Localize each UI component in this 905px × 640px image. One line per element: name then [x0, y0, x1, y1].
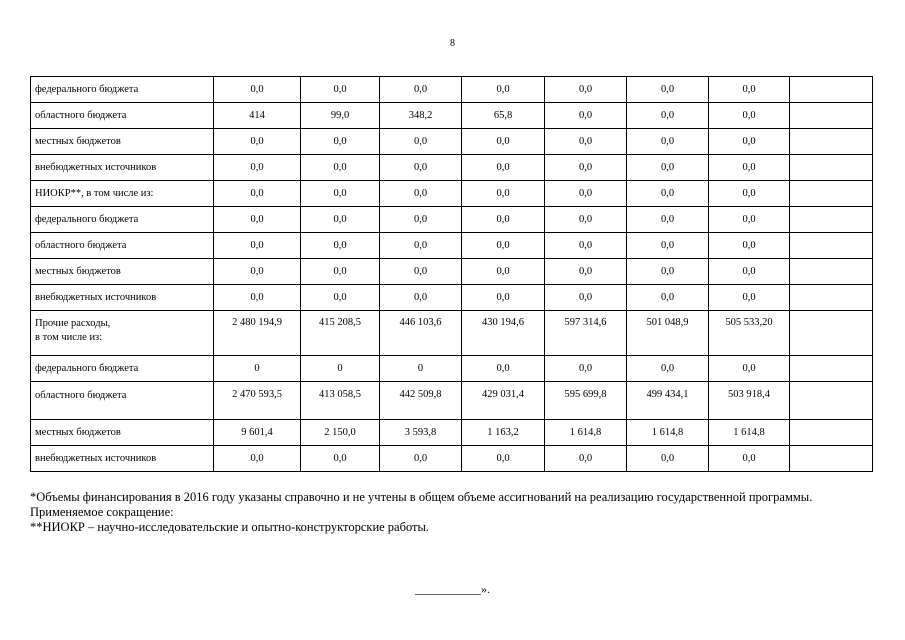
table-row — [31, 420, 873, 446]
value-cell: 501 048,9 — [627, 311, 709, 356]
table-row — [31, 181, 873, 207]
value-cell: 0,0 — [627, 207, 709, 233]
row-label: внебюджетных источников — [31, 446, 214, 472]
value-cell: 348,2 — [380, 103, 462, 129]
value-cell: 0,0 — [627, 129, 709, 155]
value-cell: 446 103,6 — [380, 311, 462, 356]
value-cell: 0,0 — [709, 77, 790, 103]
value-cell — [790, 382, 873, 420]
row-label: областного бюджета — [31, 382, 214, 420]
value-cell: 0,0 — [545, 155, 627, 181]
value-cell: 0,0 — [627, 233, 709, 259]
footnote-niokr: **НИОКР – научно-исследовательские и опытно-конструкторские работы. — [30, 520, 430, 534]
row-label: внебюджетных источников — [31, 285, 214, 311]
row-label: Прочие расходы, в том числе из: — [31, 311, 214, 356]
value-cell: 415 208,5 — [301, 311, 380, 356]
value-cell: 0,0 — [214, 155, 301, 181]
row-label: местных бюджетов — [31, 129, 214, 155]
value-cell: 0,0 — [214, 181, 301, 207]
value-cell: 2 480 194,9 — [214, 311, 301, 356]
row-label: областного бюджета — [31, 233, 214, 259]
value-cell: 430 194,6 — [462, 311, 545, 356]
row-label: внебюджетных источников — [31, 155, 214, 181]
value-cell: 0,0 — [545, 103, 627, 129]
value-cell: 0,0 — [709, 129, 790, 155]
table-row — [31, 233, 873, 259]
value-cell: 9 601,4 — [214, 420, 301, 446]
value-cell — [790, 446, 873, 472]
table-row — [31, 382, 873, 420]
value-cell: 1 163,2 — [462, 420, 545, 446]
value-cell: 0,0 — [545, 181, 627, 207]
value-cell: 0,0 — [462, 285, 545, 311]
value-cell: 0,0 — [301, 129, 380, 155]
value-cell: 0,0 — [627, 181, 709, 207]
value-cell: 0,0 — [214, 259, 301, 285]
value-cell: 0,0 — [462, 155, 545, 181]
value-cell: 0,0 — [709, 207, 790, 233]
value-cell: 0,0 — [545, 129, 627, 155]
table-row — [31, 311, 873, 356]
value-cell: 0,0 — [627, 103, 709, 129]
value-cell: 0,0 — [301, 259, 380, 285]
value-cell: 0,0 — [709, 155, 790, 181]
value-cell: 413 058,5 — [301, 382, 380, 420]
value-cell: 0,0 — [709, 259, 790, 285]
value-cell: 0,0 — [301, 181, 380, 207]
value-cell: 0,0 — [709, 233, 790, 259]
value-cell: 99,0 — [301, 103, 380, 129]
row-label: федерального бюджета — [31, 356, 214, 382]
row-label: НИОКР**, в том числе из: — [31, 181, 214, 207]
value-cell: 0,0 — [545, 207, 627, 233]
notes — [30, 490, 872, 535]
value-cell: 0,0 — [380, 259, 462, 285]
table-row — [31, 259, 873, 285]
table-row — [31, 77, 873, 103]
value-cell: 1 614,8 — [545, 420, 627, 446]
value-cell: 0,0 — [214, 129, 301, 155]
value-cell: 0 — [301, 356, 380, 382]
value-cell: 0,0 — [462, 233, 545, 259]
row-label: местных бюджетов — [31, 420, 214, 446]
table-row — [31, 285, 873, 311]
value-cell — [790, 129, 873, 155]
value-cell: 0,0 — [462, 356, 545, 382]
value-cell — [790, 103, 873, 129]
value-cell — [790, 420, 873, 446]
value-cell: 0,0 — [214, 207, 301, 233]
value-cell: 0,0 — [627, 155, 709, 181]
value-cell: 0,0 — [462, 129, 545, 155]
table-row — [31, 155, 873, 181]
table-row — [31, 446, 873, 472]
value-cell: 0,0 — [462, 207, 545, 233]
row-label: местных бюджетов — [31, 259, 214, 285]
value-cell: 0,0 — [545, 356, 627, 382]
value-cell — [790, 181, 873, 207]
value-cell: 0,0 — [380, 181, 462, 207]
closing-line: ___________». — [415, 582, 490, 596]
value-cell: 0,0 — [301, 77, 380, 103]
value-cell: 429 031,4 — [462, 382, 545, 420]
value-cell: 0,0 — [627, 446, 709, 472]
value-cell — [790, 207, 873, 233]
value-cell: 1 614,8 — [627, 420, 709, 446]
page-number: 8 — [450, 38, 455, 49]
value-cell: 0,0 — [301, 207, 380, 233]
value-cell: 0,0 — [380, 446, 462, 472]
value-cell: 0,0 — [301, 285, 380, 311]
row-label: федерального бюджета — [31, 77, 214, 103]
table-row — [31, 103, 873, 129]
row-label: федерального бюджета — [31, 207, 214, 233]
value-cell: 0,0 — [214, 446, 301, 472]
value-cell: 2 470 593,5 — [214, 382, 301, 420]
value-cell — [790, 356, 873, 382]
value-cell: 0 — [380, 356, 462, 382]
value-cell: 0,0 — [709, 181, 790, 207]
abbreviation-heading: Применяемое сокращение: — [30, 505, 174, 519]
value-cell: 0,0 — [214, 285, 301, 311]
value-cell: 0,0 — [214, 77, 301, 103]
value-cell: 0,0 — [301, 446, 380, 472]
value-cell: 0,0 — [462, 77, 545, 103]
value-cell: 0,0 — [380, 207, 462, 233]
value-cell: 0,0 — [380, 155, 462, 181]
value-cell: 65,8 — [462, 103, 545, 129]
budget-table — [30, 76, 873, 472]
value-cell: 0 — [214, 356, 301, 382]
value-cell: 0,0 — [301, 155, 380, 181]
value-cell — [790, 77, 873, 103]
value-cell: 0,0 — [545, 446, 627, 472]
value-cell: 0,0 — [301, 233, 380, 259]
value-cell: 414 — [214, 103, 301, 129]
value-cell — [790, 285, 873, 311]
value-cell: 499 434,1 — [627, 382, 709, 420]
value-cell: 0,0 — [709, 285, 790, 311]
value-cell — [790, 259, 873, 285]
table-row — [31, 356, 873, 382]
value-cell: 0,0 — [709, 356, 790, 382]
value-cell: 0,0 — [709, 446, 790, 472]
value-cell: 0,0 — [462, 181, 545, 207]
table-row — [31, 207, 873, 233]
value-cell: 0,0 — [627, 356, 709, 382]
value-cell — [790, 233, 873, 259]
value-cell: 0,0 — [627, 285, 709, 311]
value-cell: 0,0 — [545, 259, 627, 285]
value-cell: 1 614,8 — [709, 420, 790, 446]
value-cell: 0,0 — [380, 233, 462, 259]
value-cell: 0,0 — [627, 259, 709, 285]
row-label: областного бюджета — [31, 103, 214, 129]
value-cell: 0,0 — [214, 233, 301, 259]
table-row — [31, 129, 873, 155]
value-cell — [790, 155, 873, 181]
value-cell: 3 593,8 — [380, 420, 462, 446]
value-cell: 0,0 — [380, 77, 462, 103]
value-cell: 0,0 — [380, 285, 462, 311]
value-cell: 503 918,4 — [709, 382, 790, 420]
value-cell: 2 150,0 — [301, 420, 380, 446]
value-cell: 0,0 — [545, 77, 627, 103]
value-cell: 0,0 — [462, 259, 545, 285]
value-cell: 0,0 — [709, 103, 790, 129]
value-cell: 0,0 — [627, 77, 709, 103]
value-cell: 597 314,6 — [545, 311, 627, 356]
value-cell — [790, 311, 873, 356]
value-cell: 0,0 — [462, 446, 545, 472]
value-cell: 595 699,8 — [545, 382, 627, 420]
value-cell: 0,0 — [545, 285, 627, 311]
value-cell: 505 533,20 — [709, 311, 790, 356]
value-cell: 442 509,8 — [380, 382, 462, 420]
value-cell: 0,0 — [380, 129, 462, 155]
footnote-2016: *Объемы финансирования в 2016 году указаны справочно и не учтены в общем объеме ассигнований на реализацию государственной программы. — [30, 490, 813, 504]
value-cell: 0,0 — [545, 233, 627, 259]
